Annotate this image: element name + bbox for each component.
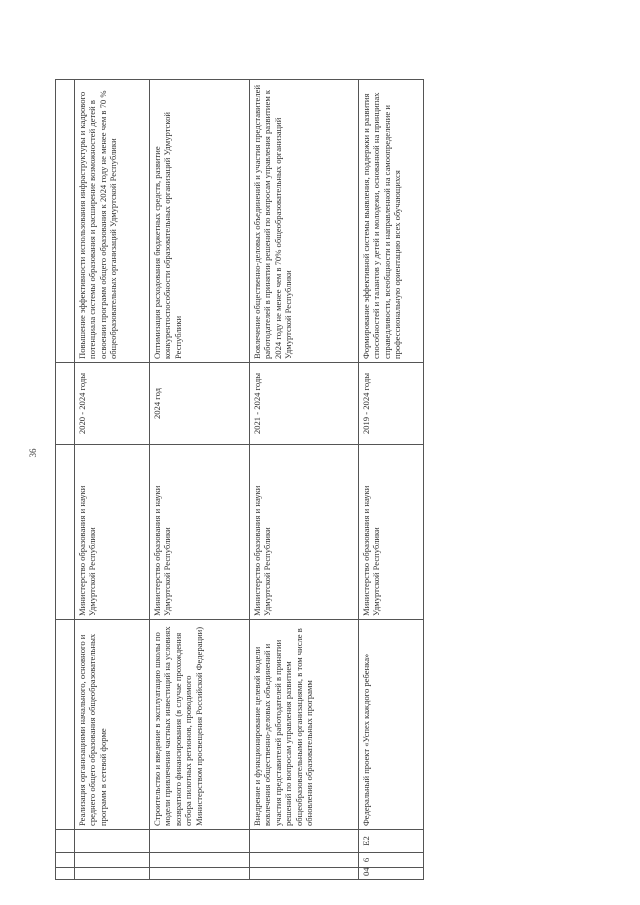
table-cell-period: 2019 - 2024 годы [359,363,424,445]
table-cell-code-3 [250,830,359,853]
table-cell-code-3: Е2 [359,830,424,853]
table-cell-code-2: 6 [359,853,424,868]
table-cell-name: Федеральный проект «Успех каждого ребенка» [359,620,424,830]
table-cell-code-3 [150,830,250,853]
table-cell-period: 2024 год [150,363,250,445]
table-cell-result: Оптимизация расходования бюджетных средств, развитие конкурентоспособности образовательных организаций Удмуртской Республики [150,80,250,363]
table-cell-code-1: 04 [359,868,424,880]
table-row [56,80,75,880]
table-cell-name [56,620,75,830]
rotated-table-container [55,80,403,880]
table-cell-result: Формирование эффективной системы выявления, поддержки и развития способностей и талантов у детей и молодежи, основанной на принципах справедливости, всеобщности и направленной на самоопределение и профессиональную ориентацию всех обучающихся [359,80,424,363]
table-cell-code-2 [150,853,250,868]
table-row [250,80,359,880]
table-cell-executor [56,445,75,620]
table-cell-name: Реализация организациями начального, основного и среднего общего образования общеобразовательных программ в сетевой форме [75,620,150,830]
table-row [150,80,250,880]
table-cell-code-1 [250,868,359,880]
table-cell-code-2 [75,853,150,868]
table-cell-result: Вовлечение общественно-деловых объединений и участия представителей работодателей в принятии решений по вопросам управления развитием к 2024 году не менее чем в 70% общеобразовательных организаций Удмуртской Республики [250,80,359,363]
table-cell-period [56,363,75,445]
table-cell-code-3 [56,830,75,853]
table-cell-code-1 [75,868,150,880]
table-row [359,80,424,880]
table-cell-name: Строительство и введение в эксплуатацию школы по модели привлечения частных инвестиций на условиях возвратного финансирования (в случае прохождения отбора пилотных регионов, проводимого Министерством просвещения Российской Федерации) [150,620,250,830]
table-cell-code-1 [150,868,250,880]
table-cell-period: 2020 - 2024 годы [75,363,150,445]
table-cell-executor: Министерство образования и науки Удмуртской Республики [250,445,359,620]
table-cell-result: Повышение эффективности использования инфраструктуры и кадрового потенциала системы образования и расширение возможностей детей в освоении программ общего образования к 2024 году не менее чем в 70 % общеобразовательных организаций Удмуртской Республики [75,80,150,363]
table-cell-executor: Министерство образования и науки Удмуртской Республики [150,445,250,620]
page-number: 36 [28,448,38,458]
table-cell-result [56,80,75,363]
table-cell-executor: Министерство образования и науки Удмуртской Республики [359,445,424,620]
table-cell-period: 2021 - 2024 годы [250,363,359,445]
table-cell-code-2 [250,853,359,868]
table-cell-executor: Министерство образования и науки Удмуртской Республики [75,445,150,620]
program-table [55,79,424,880]
table-cell-name: Внедрение и функционирование целевой модели вовлечения общественно-деловых объединений и участия представителей работодателей в принятии решений по вопросам управления развитием общеобразовательными организациями, в том числе в обновлении образовательных программ [250,620,359,830]
table-cell-code-1 [56,868,75,880]
table-cell-code-2 [56,853,75,868]
table-row [75,80,150,880]
table-cell-code-3 [75,830,150,853]
